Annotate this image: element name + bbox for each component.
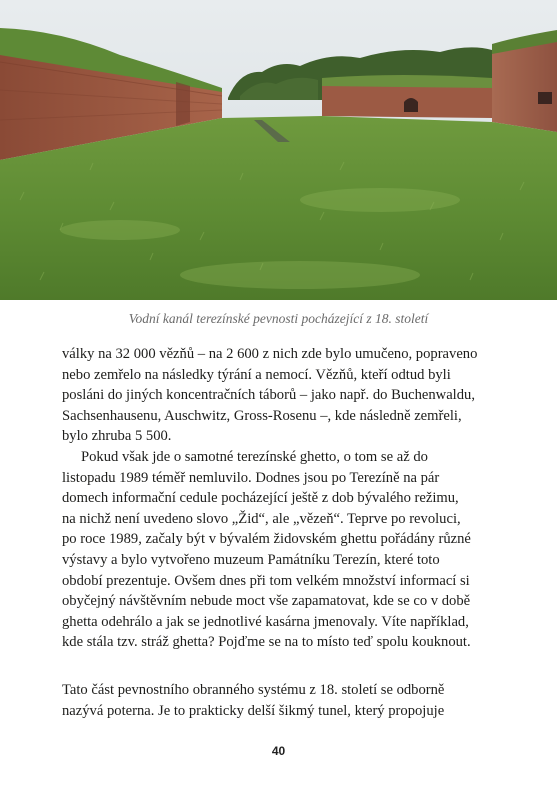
text-line: výstavy a bylo vytvořeno muzeum Památníku Terezín, které toto xyxy=(62,551,440,568)
text-line: Sachsenhausenu, Auschwitz, Gross-Rosenu –, kde následně zemřeli, xyxy=(62,407,462,424)
text-line: Pokud však jde o samotné terezínské ghetto, o tom se až do xyxy=(81,449,428,465)
text-line: na nichž není uvedeno slovo „Žid“, ale „vězeň“. Teprve po revoluci, xyxy=(62,510,461,527)
photo-caption: Vodní kanál terezínské pevnosti pocházející z 18. století xyxy=(128,311,429,326)
text-line: nebo zemřelo na následky týrání a nemocí. Vězňů, kteří odtud byli xyxy=(62,366,451,383)
text-line: obyčejný návštěvním nebude moct vše zapamatovat, kde se co v době xyxy=(62,593,471,610)
page-number: 40 xyxy=(271,744,286,758)
text-line: posláni do jiných koncentračních táborů – jako např. do Buchenwaldu, xyxy=(62,387,475,404)
text-line: války na 32 000 vězňů – na 2 600 z nich zde bylo umučeno, popraveno xyxy=(62,346,478,362)
paragraph-3 xyxy=(62,680,502,721)
text-line: ghetta odehrálo a jak se jednotlivé kasárna jmenovaly. Víte například, xyxy=(62,613,469,630)
text-line: Tato část pevnostního obranného systému z 18. století se odborně xyxy=(62,682,445,698)
fortress-moat-photo xyxy=(0,0,557,300)
paragraph-2 xyxy=(62,447,502,653)
text-line: bylo zhruba 5 500. xyxy=(62,428,172,445)
text-line: po roce 1989, začaly být v bývalém židovském ghettu pořádány různé xyxy=(62,531,471,548)
text-line: období prezentuje. Ovšem dnes při tom velkém množství informací si xyxy=(62,572,470,589)
text-line: nazývá poterna. Je to prakticky delší šikmý tunel, který propojuje xyxy=(62,702,445,719)
paragraph-1 xyxy=(62,344,502,447)
text-line: domech informační cedule pocházející ještě z dob bývalého režimu, xyxy=(62,490,459,507)
text-line: kde stála tzv. stráž ghetta? Pojďme se na to místo teď spolu kouknout. xyxy=(62,634,471,651)
text-line: listopadu 1989 téměř nemluvilo. Dodnes jsou po Terezíně na pár xyxy=(62,469,440,486)
